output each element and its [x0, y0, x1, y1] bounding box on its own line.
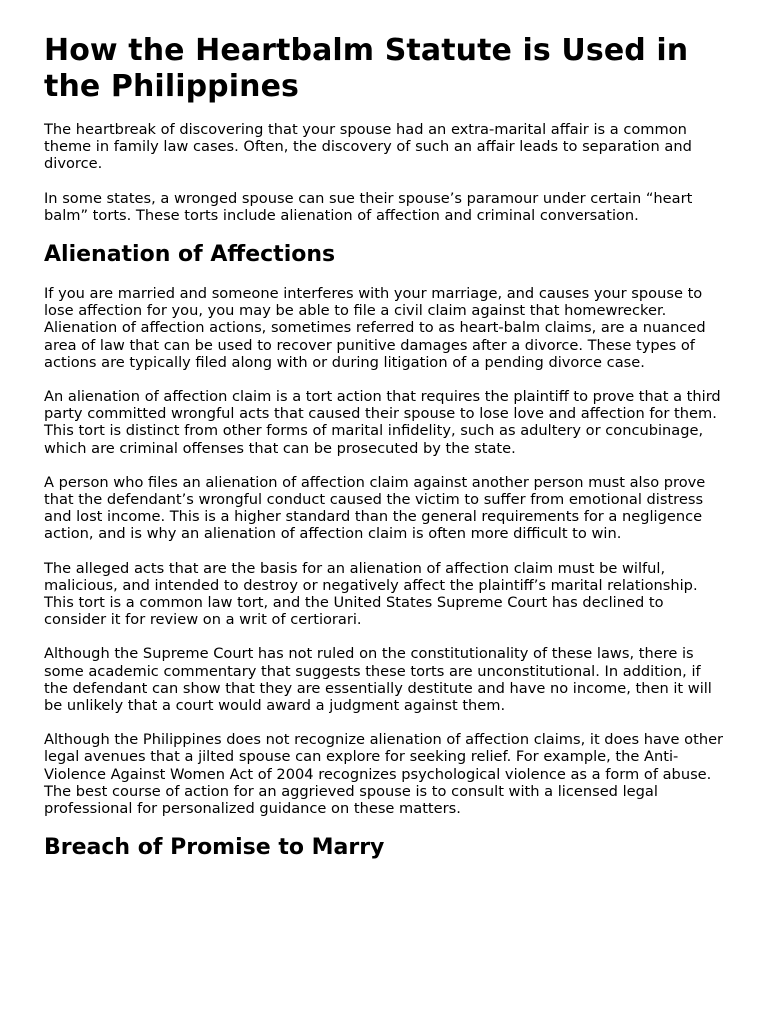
- section-paragraph: Although the Philippines does not recognize alienation of affection claims, it does have other legal avenues that a jilted spouse can explore for seeking relief. For example, the Anti-Violence Against Women Act of 2004 recognizes psychological violence as a form of abuse. The best course of action for an aggrieved spouse is to consult with a licensed legal professional for personalized guidance on these matters.: [44, 731, 724, 818]
- section-paragraph: The alleged acts that are the basis for an alienation of affection claim must be wilful, malicious, and intended to destroy or negatively affect the plaintiff’s marital relationship. This tort is a common law tort, and the United States Supreme Court has declined to consider it for review on a writ of certiorari.: [44, 559, 698, 629]
- intro-paragraph-1: The heartbreak of discovering that your spouse had an extra-marital affair is a common theme in family law cases. Often, the discovery of such an affair leads to separation and divorce.: [44, 121, 692, 173]
- section-paragraph: Although the Supreme Court has not ruled on the constitutionality of these laws, there is some academic commentary that suggests these torts are unconstitutional. In addition, if the defendant can show that they are essentially destitute and have no income, then it will be unlikely that a court would award a judgment against them.: [44, 645, 712, 715]
- section-paragraph: If you are married and someone interferes with your marriage, and causes your spouse to lose affection for you, you may be able to file a civil claim against that homewrecker. Alienation of affection actions, sometimes referred to as heart-balm claims, are a nuanced area of law that can be used to recover punitive damages after a divorce. These types of actions are typically filed along with or during litigation of a pending divorce case.: [44, 285, 706, 371]
- intro-paragraph-2: In some states, a wronged spouse can sue their spouse’s paramour under certain “heart balm” torts. These torts include alienation of affection and criminal conversation.: [44, 189, 693, 224]
- section-paragraph: An alienation of affection claim is a tort action that requires the plaintiff to prove that a third party committed wrongful acts that caused their spouse to lose love and affection for them. This tort is distinct from other forms of marital infidelity, such as adultery or concubinage, which are criminal offenses that can be prosecuted by the state.: [44, 388, 721, 457]
- section-heading-breach-of-promise: Breach of Promise to Marry: [44, 835, 385, 861]
- section-paragraph: A person who files an alienation of affection claim against another person must also prove that the defendant’s wrongful conduct caused the victim to suffer from emotional distress and lost income. This is a higher standard than the general requirements for a negligence action, and is why an alienation of affection claim is often more difficult to win.: [44, 473, 706, 543]
- section-heading-alienation: Alienation of Affections: [44, 242, 336, 268]
- page-title: How the Heartbalm Statute is Used in the Philippines: [44, 33, 689, 104]
